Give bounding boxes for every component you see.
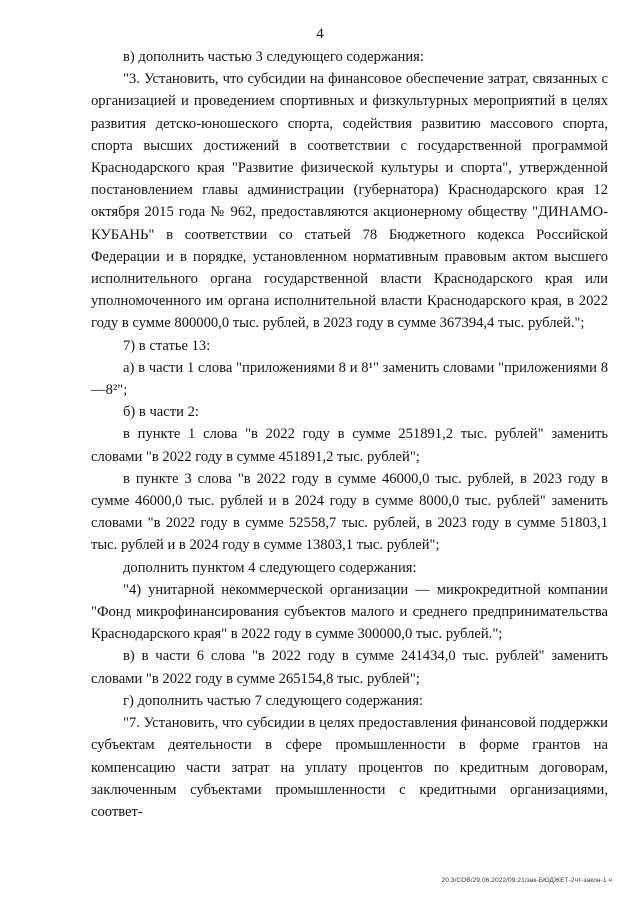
paragraph-7: в пункте 3 слова "в 2022 году в сумме 46000,0 тыс. рублей, в 2023 году в сумме 46000,0 тыс. рублей и в 2024 году в сумме 8000,0 тыс. рублей" заменить словами "в 2022 году в сумме 52558,7 тыс. рублей, в 2023 году в сумме 51803,1 тыс. рублей и в 2024 году в сумме 13803,1 тыс. рублей"; bbox=[91, 470, 608, 554]
paragraph-9: "4) унитарной некоммерческой организации — микрокредитной компании "Фонд микрофинансирования субъектов малого и среднего предпринимательства Краснодарского края" в 2022 году в сумме 300000,0 тыс. рублей."; bbox=[91, 581, 608, 643]
paragraph-8: дополнить пунктом 4 следующего содержания: bbox=[123, 559, 417, 576]
document-footer-code: 20.3/СОВ/29.06.2022/09:21/зак-БЮДЖЕТ-2чт-закон-1 ч bbox=[441, 877, 612, 884]
document-body bbox=[91, 46, 608, 823]
paragraph-2: "3. Установить, что субсидии на финансовое обеспечение затрат, связанных с организацией и проведением спортивных и физкультурных мероприятий в целях развития детско-юношеского спорта, содействия развитию массового спорта, спорта высших достижений в соответствии с государственной программой Краснодарского края "Развитие физической культуры и спорта", утвержденной постановлением главы администрации (губернатора) Краснодарского края 12 октября 2015 года № 962, предоставляются акционерному обществу "ДИНАМО-КУБАНЬ" в соответствии со статьей 78 Бюджетного кодекса Российской Федерации и в порядке, установленном нормативным правовым актом высшего исполнительного органа государственной власти Краснодарского края или уполномоченного им органа исполнительной власти Краснодарского края, в 2022 году в сумме 800000,0 тыс. рублей, в 2023 году в сумме 367394,4 тыс. рублей."; bbox=[91, 71, 608, 332]
paragraph-11: г) дополнить частью 7 следующего содержания: bbox=[123, 692, 423, 709]
paragraph-6: в пункте 1 слова "в 2022 году в сумме 251891,2 тыс. рублей" заменить словами "в 2022 году в сумме 451891,2 тыс. рублей"; bbox=[91, 426, 608, 465]
paragraph-3: 7) в статье 13: bbox=[123, 337, 211, 354]
paragraph-1: в) дополнить частью 3 следующего содержания: bbox=[123, 49, 424, 65]
paragraph-10: в) в части 6 слова "в 2022 году в сумме 241434,0 тыс. рублей" заменить словами "в 2022 году в сумме 265154,8 тыс. рублей"; bbox=[91, 648, 608, 687]
paragraph-12: "7. Установить, что субсидии в целях предоставления финансовой поддержки субъектам деятельности в сфере промышленности в форме грантов на компенсацию части затрат на уплату процентов по кредитным договорам, заключенным субъектами промышленности с кредитными организациями, соответ- bbox=[91, 715, 608, 820]
paragraph-4: а) в части 1 слова "приложениями 8 и 8¹" заменить словами "приложениями 8—8²"; bbox=[91, 359, 608, 399]
paragraph-5: б) в части 2: bbox=[123, 404, 199, 421]
page-number: 4 bbox=[316, 26, 324, 42]
